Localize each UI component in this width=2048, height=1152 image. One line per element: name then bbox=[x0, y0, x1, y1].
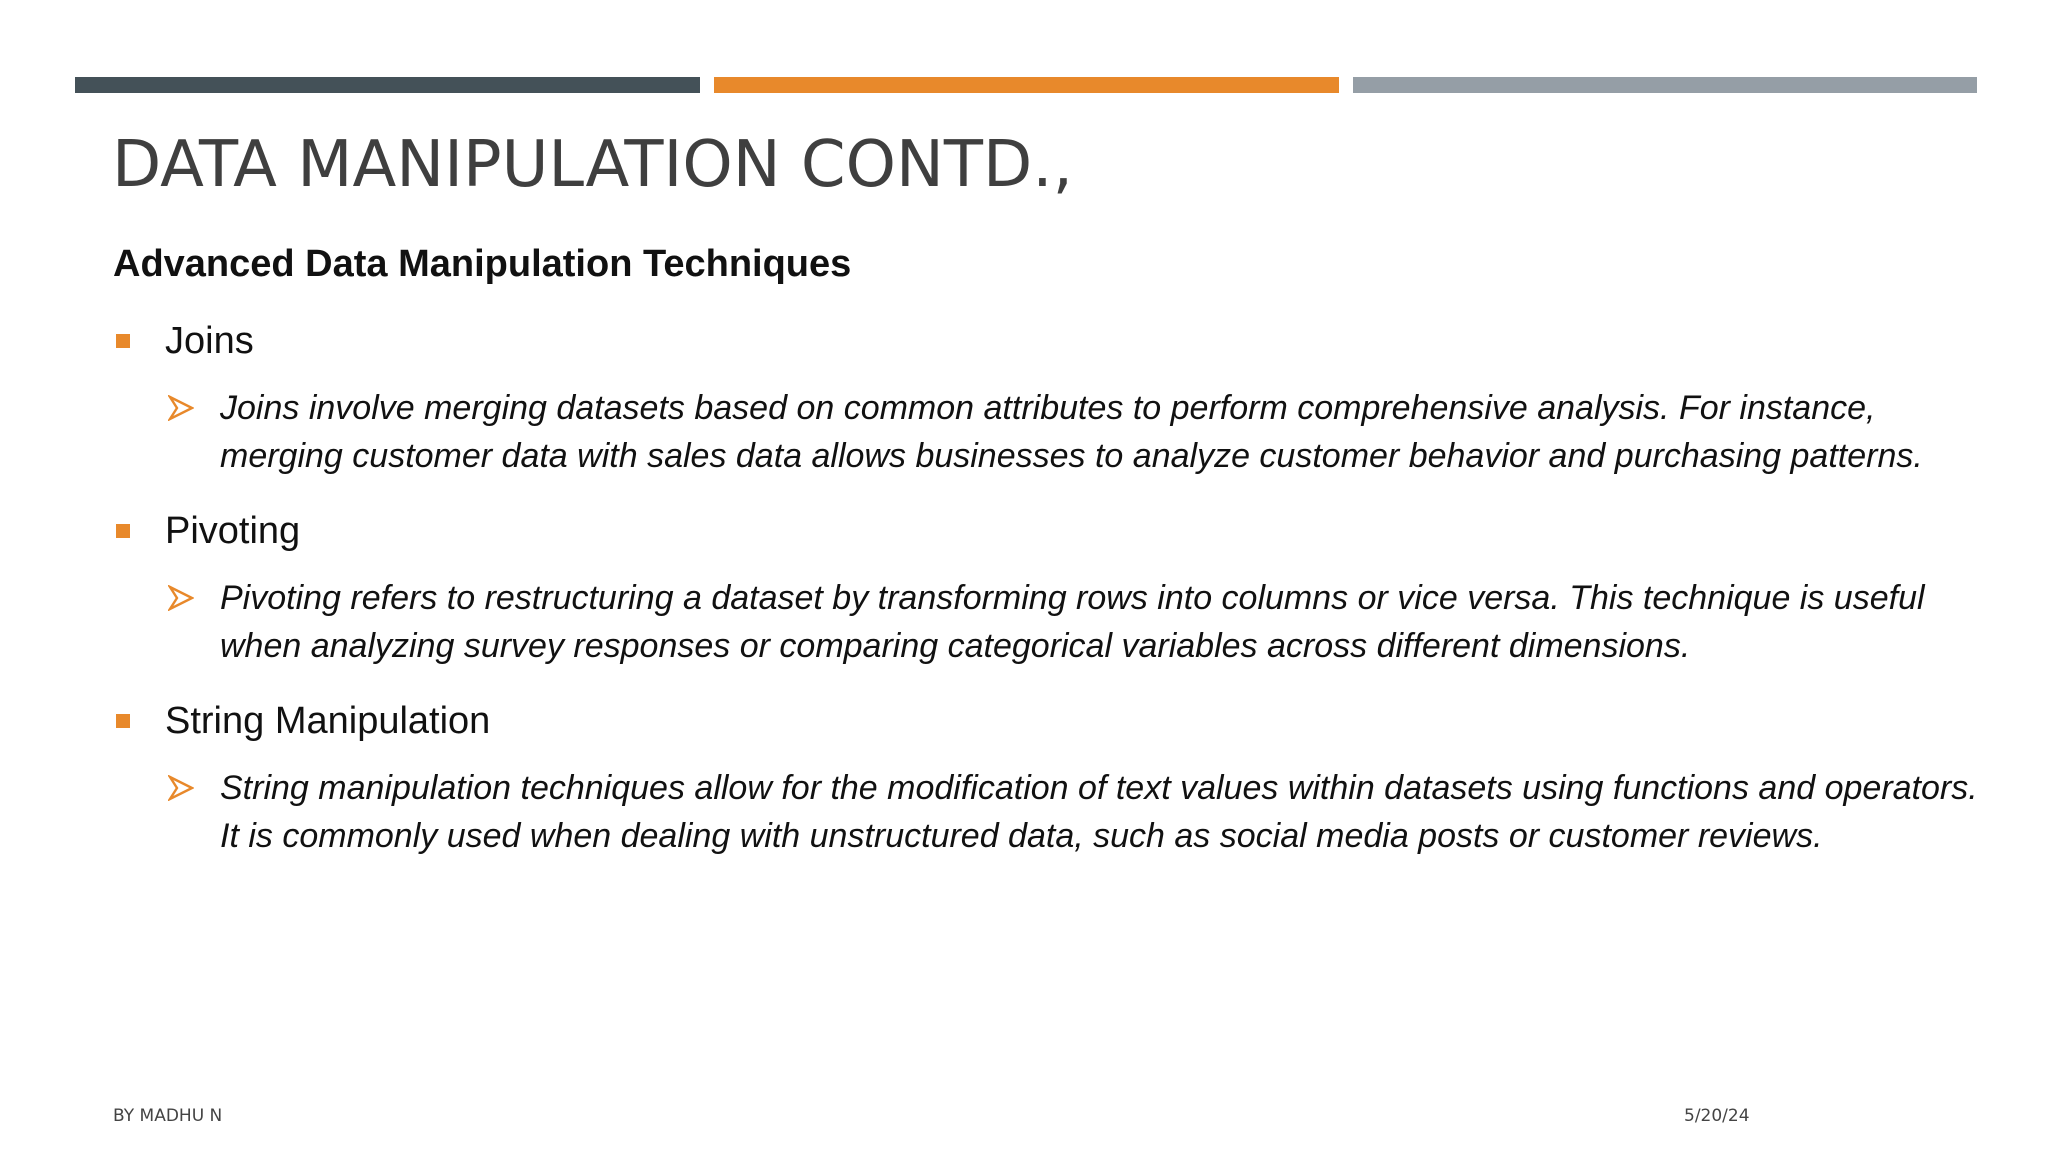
bullet-heading-text: Joins bbox=[165, 320, 254, 362]
slide-title: DATA MANIPULATION CONTD., bbox=[112, 128, 1073, 202]
bullet-description bbox=[113, 384, 1983, 480]
square-bullet-icon bbox=[116, 334, 130, 348]
arrowhead-bullet-icon bbox=[168, 775, 194, 801]
slide-subtitle: Advanced Data Manipulation Techniques bbox=[113, 243, 852, 285]
decor-bar-dark bbox=[75, 77, 700, 93]
bullet-description bbox=[113, 764, 1983, 860]
bullet-description-text: Joins involve merging datasets based on common attributes to perform comprehensive analysis. For instance, merging customer data with sales data allows businesses to analyze customer behavior and purchasing patterns. bbox=[220, 389, 1923, 475]
bullet-list bbox=[113, 316, 1983, 860]
square-bullet-icon bbox=[116, 524, 130, 538]
bullet-heading bbox=[113, 696, 1983, 746]
square-bullet-icon bbox=[116, 714, 130, 728]
list-item-pivoting bbox=[113, 506, 1983, 670]
decor-bar-orange bbox=[714, 77, 1339, 93]
list-item-joins bbox=[113, 316, 1983, 480]
bullet-description bbox=[113, 574, 1983, 670]
footer-author: BY MADHU N bbox=[113, 1106, 223, 1126]
bullet-heading-text: String Manipulation bbox=[165, 700, 491, 742]
decor-bar-gray bbox=[1353, 77, 1977, 93]
bullet-heading bbox=[113, 316, 1983, 366]
arrowhead-bullet-icon bbox=[168, 585, 194, 611]
arrowhead-bullet-icon bbox=[168, 395, 194, 421]
footer-date: 5/20/24 bbox=[1684, 1106, 1750, 1126]
bullet-description-text: String manipulation techniques allow for the modification of text values within datasets using functions and operators. It is commonly used when dealing with unstructured data, such as social media posts or customer reviews. bbox=[220, 769, 1978, 855]
bullet-description-text: Pivoting refers to restructuring a dataset by transforming rows into columns or vice versa. This technique is useful when analyzing survey responses or comparing categorical variables across different dimensions. bbox=[220, 579, 1925, 665]
bullet-heading bbox=[113, 506, 1983, 556]
list-item-string-manipulation bbox=[113, 696, 1983, 860]
bullet-heading-text: Pivoting bbox=[165, 510, 301, 552]
